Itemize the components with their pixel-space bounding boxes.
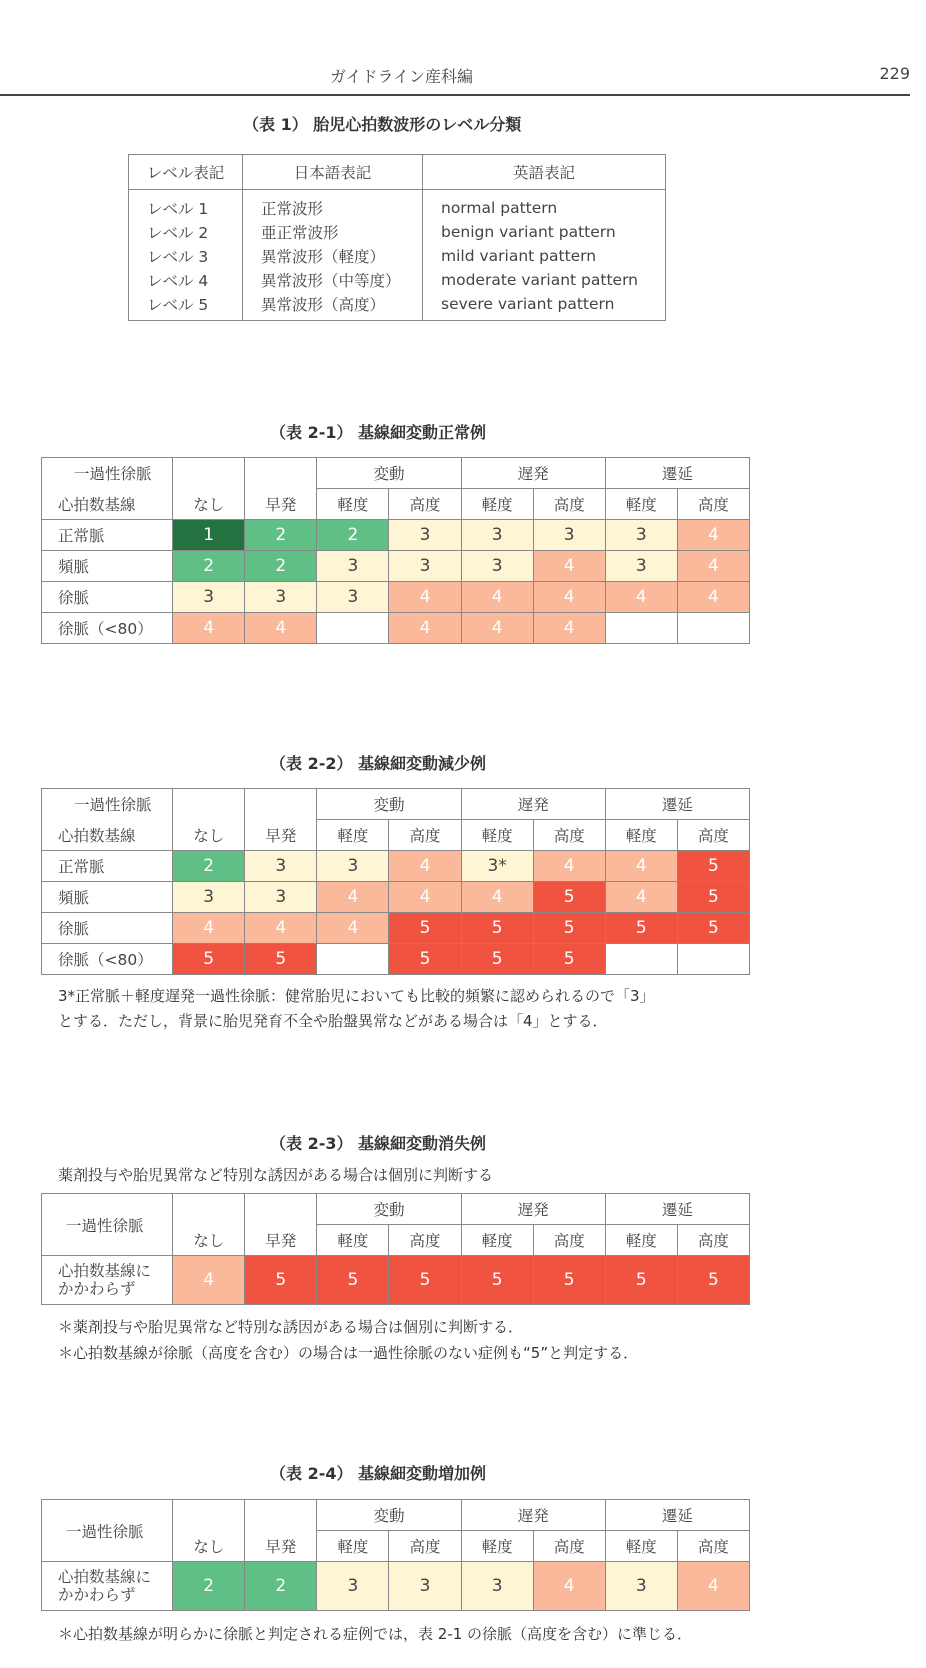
col-header: レベル表記 [129, 155, 243, 190]
table2-3-note-1: ＊薬剤投与や胎児異常など特別な誘因がある場合は個別に判断する． [58, 1318, 524, 1336]
empty-cell [317, 944, 389, 975]
table-row [42, 551, 750, 582]
severe-header: 高度 [389, 489, 461, 520]
empty-cell [605, 944, 677, 975]
row-label: 頻脈 [42, 551, 173, 582]
level-cell: 5 [677, 913, 749, 944]
prolonged-header: 遷延 [605, 1194, 749, 1225]
table-2-1 [41, 457, 750, 644]
level-cell: 4 [605, 882, 677, 913]
table-2-2 [41, 788, 750, 975]
table2-2-note-2: とする．ただし，背景に胎児発育不全や胎盤異常などがある場合は「4」とする． [58, 1012, 608, 1030]
table-row [42, 882, 750, 913]
level-cell: 3 [245, 582, 317, 613]
level-cell: 4 [389, 882, 461, 913]
severe-header: 高度 [389, 820, 461, 851]
level-cell: 4 [173, 913, 245, 944]
early-header: 早発 [245, 1225, 317, 1256]
english-label: benign variant pattern [423, 220, 666, 244]
none-header: なし [173, 1225, 245, 1256]
level-cell: 5 [245, 944, 317, 975]
prolonged-header: 遷延 [605, 789, 749, 820]
late-header: 遅発 [461, 1500, 605, 1531]
severe-header: 高度 [389, 1225, 461, 1256]
mild-header: 軽度 [461, 820, 533, 851]
severe-header: 高度 [533, 1225, 605, 1256]
level-cell: 5 [677, 882, 749, 913]
col-header: 日本語表記 [243, 155, 423, 190]
none-header: なし [173, 820, 245, 851]
level-cell: 4 [389, 613, 461, 644]
mild-header: 軽度 [317, 820, 389, 851]
level-cell: 4 [461, 882, 533, 913]
table2-2-caption: （表 2-2） 基線細変動減少例 [270, 754, 487, 773]
row-label: 正常脈 [42, 520, 173, 551]
prolonged-header: 遷延 [605, 458, 749, 489]
level-cell: 3 [461, 551, 533, 582]
level-cell: 3* [461, 851, 533, 882]
level-cell: 3 [317, 582, 389, 613]
level-cell: 5 [605, 913, 677, 944]
japanese-label: 異常波形（高度） [243, 292, 423, 321]
level-cell: 4 [605, 582, 677, 613]
mild-header: 軽度 [605, 820, 677, 851]
level-classification-table [128, 154, 666, 321]
variable-header: 変動 [317, 789, 461, 820]
empty-cell [317, 613, 389, 644]
level-label: レベル 1 [129, 190, 243, 221]
japanese-label: 亜正常波形 [243, 220, 423, 244]
level-cell: 4 [173, 613, 245, 644]
english-label: normal pattern [423, 190, 666, 221]
level-cell: 5 [677, 851, 749, 882]
level-cell: 2 [245, 520, 317, 551]
late-header: 遅発 [461, 1194, 605, 1225]
table-2-4 [41, 1499, 750, 1611]
level-cell: 5 [677, 1256, 749, 1305]
level-cell: 5 [389, 913, 461, 944]
variable-header: 変動 [317, 458, 461, 489]
table-2-3 [41, 1193, 750, 1305]
level-cell: 3 [245, 882, 317, 913]
mild-header: 軽度 [605, 489, 677, 520]
level-cell: 2 [173, 551, 245, 582]
table-row [129, 220, 666, 244]
level-cell: 4 [389, 582, 461, 613]
level-cell: 3 [389, 520, 461, 551]
level-cell: 4 [605, 851, 677, 882]
severe-header: 高度 [389, 1531, 461, 1562]
level-cell: 4 [533, 1562, 605, 1611]
late-header: 遅発 [461, 789, 605, 820]
level-cell: 5 [461, 944, 533, 975]
row-label-line: 心拍数基線に [58, 1262, 152, 1280]
level-cell: 2 [245, 1562, 317, 1611]
level-cell: 4 [533, 551, 605, 582]
level-label: レベル 4 [129, 268, 243, 292]
row-label-line: かかわらず [58, 1586, 136, 1604]
level-cell: 4 [317, 913, 389, 944]
table-row [129, 292, 666, 321]
english-label: mild variant pattern [423, 244, 666, 268]
level-cell: 3 [389, 1562, 461, 1611]
level-cell: 4 [245, 613, 317, 644]
table-row [42, 520, 750, 551]
late-header: 遅発 [461, 458, 605, 489]
level-cell: 4 [533, 613, 605, 644]
row-label-line: かかわらず [58, 1280, 136, 1298]
decel-header: 一過性徐脈 [42, 1194, 173, 1256]
level-cell: 5 [533, 944, 605, 975]
table-row [42, 944, 750, 975]
decel-header: 一過性徐脈 [42, 789, 173, 820]
level-cell: 5 [173, 944, 245, 975]
level-cell: 3 [605, 551, 677, 582]
table-row [42, 851, 750, 882]
level-cell: 3 [317, 551, 389, 582]
row-label: 徐脈（<80） [42, 613, 173, 644]
col-header: 英語表記 [423, 155, 666, 190]
early-header: 早発 [245, 820, 317, 851]
level-cell: 3 [317, 851, 389, 882]
level-cell: 3 [317, 1562, 389, 1611]
baseline-header: 心拍数基線 [42, 489, 173, 520]
running-title: ガイドライン産科編 [330, 67, 474, 86]
table2-4-caption: （表 2-4） 基線細変動増加例 [270, 1464, 487, 1483]
level-cell: 3 [605, 1562, 677, 1611]
table-row [129, 244, 666, 268]
english-label: severe variant pattern [423, 292, 666, 321]
level-cell: 4 [389, 851, 461, 882]
table2-3-caption: （表 2-3） 基線細変動消失例 [270, 1134, 487, 1153]
level-cell: 5 [461, 913, 533, 944]
level-cell: 3 [605, 520, 677, 551]
mild-header: 軽度 [317, 1531, 389, 1562]
mild-header: 軽度 [605, 1531, 677, 1562]
level-cell: 5 [461, 1256, 533, 1305]
row-label [42, 1562, 173, 1611]
page-number: 229 [879, 64, 910, 83]
decel-header: 一過性徐脈 [42, 458, 173, 489]
empty-cell [677, 613, 749, 644]
row-label: 頻脈 [42, 882, 173, 913]
table-row [42, 913, 750, 944]
level-cell: 5 [533, 913, 605, 944]
level-cell: 4 [533, 582, 605, 613]
level-cell: 4 [245, 913, 317, 944]
page-header [0, 58, 910, 96]
row-label: 徐脈（<80） [42, 944, 173, 975]
mild-header: 軽度 [605, 1225, 677, 1256]
japanese-label: 正常波形 [243, 190, 423, 221]
row-label: 正常脈 [42, 851, 173, 882]
severe-header: 高度 [533, 1531, 605, 1562]
mild-header: 軽度 [317, 1225, 389, 1256]
severe-header: 高度 [677, 1531, 749, 1562]
level-cell: 2 [317, 520, 389, 551]
level-cell: 1 [173, 520, 245, 551]
level-cell: 4 [461, 613, 533, 644]
level-cell: 2 [173, 851, 245, 882]
empty-cell [605, 613, 677, 644]
table2-3-note-2: ＊心拍数基線が徐脈（高度を含む）の場合は一過性徐脈のない症例も“5”と判定する． [58, 1344, 639, 1362]
level-cell: 4 [677, 551, 749, 582]
row-label-line: 心拍数基線に [58, 1568, 152, 1586]
level-cell: 3 [533, 520, 605, 551]
level-label: レベル 3 [129, 244, 243, 268]
none-header: なし [173, 1531, 245, 1562]
level-cell: 3 [173, 582, 245, 613]
level-cell: 5 [245, 1256, 317, 1305]
level-cell: 5 [533, 882, 605, 913]
empty-cell [677, 944, 749, 975]
level-cell: 4 [461, 582, 533, 613]
table2-2-note-1: 3*正常脈＋軽度遅発一過性徐脈：健常胎児においても比較的頻繁に認められるので「3」 [58, 987, 655, 1005]
variable-header: 変動 [317, 1194, 461, 1225]
severe-header: 高度 [533, 820, 605, 851]
table-row [129, 190, 666, 221]
table1-caption: （表 1） 胎児心拍数波形のレベル分類 [243, 115, 522, 134]
level-cell: 3 [389, 551, 461, 582]
level-cell: 5 [389, 1256, 461, 1305]
row-label: 徐脈 [42, 913, 173, 944]
table-row [42, 1562, 750, 1611]
level-cell: 3 [461, 520, 533, 551]
severe-header: 高度 [677, 1225, 749, 1256]
level-cell: 4 [317, 882, 389, 913]
severe-header: 高度 [533, 489, 605, 520]
variable-header: 変動 [317, 1500, 461, 1531]
level-cell: 4 [677, 582, 749, 613]
level-cell: 3 [245, 851, 317, 882]
table-row [42, 613, 750, 644]
table-row [129, 268, 666, 292]
level-cell: 4 [677, 520, 749, 551]
none-header: なし [173, 489, 245, 520]
level-cell: 2 [173, 1562, 245, 1611]
baseline-header: 心拍数基線 [42, 820, 173, 851]
level-cell: 3 [173, 882, 245, 913]
level-cell: 2 [245, 551, 317, 582]
level-cell: 5 [533, 1256, 605, 1305]
table2-1-caption: （表 2-1） 基線細変動正常例 [270, 423, 487, 442]
table2-4-note-1: ＊心拍数基線が明らかに徐脈と判定される症例では，表 2-1 の徐脈（高度を含む）に準じる． [58, 1625, 693, 1643]
level-cell: 5 [389, 944, 461, 975]
level-cell: 4 [173, 1256, 245, 1305]
level-label: レベル 5 [129, 292, 243, 321]
prolonged-header: 遷延 [605, 1500, 749, 1531]
english-label: moderate variant pattern [423, 268, 666, 292]
japanese-label: 異常波形（中等度） [243, 268, 423, 292]
early-header: 早発 [245, 1531, 317, 1562]
early-header: 早発 [245, 489, 317, 520]
table2-3-intro: 薬剤投与や胎児異常など特別な誘因がある場合は個別に判断する [58, 1166, 494, 1184]
level-cell: 4 [677, 1562, 749, 1611]
row-label: 徐脈 [42, 582, 173, 613]
severe-header: 高度 [677, 820, 749, 851]
row-label [42, 1256, 173, 1305]
level-cell: 5 [605, 1256, 677, 1305]
mild-header: 軽度 [461, 489, 533, 520]
table-row [42, 582, 750, 613]
level-label: レベル 2 [129, 220, 243, 244]
level-cell: 4 [533, 851, 605, 882]
mild-header: 軽度 [461, 1225, 533, 1256]
mild-header: 軽度 [461, 1531, 533, 1562]
table-row [42, 1256, 750, 1305]
level-cell: 3 [461, 1562, 533, 1611]
severe-header: 高度 [677, 489, 749, 520]
japanese-label: 異常波形（軽度） [243, 244, 423, 268]
decel-header: 一過性徐脈 [42, 1500, 173, 1562]
level-cell: 5 [317, 1256, 389, 1305]
mild-header: 軽度 [317, 489, 389, 520]
